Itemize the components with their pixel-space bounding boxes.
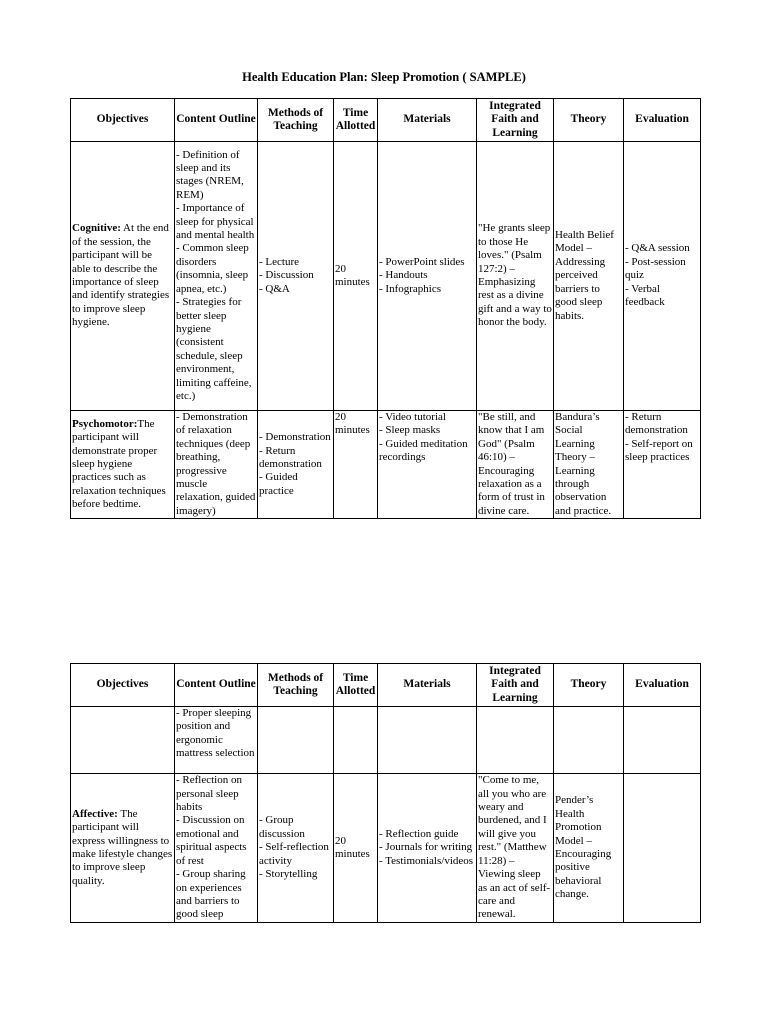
time-cell xyxy=(334,411,378,519)
time-cell xyxy=(334,707,378,774)
content-item: - Group sharing on experiences and barriers to good sleep xyxy=(176,868,246,921)
time-text: 20 minutes xyxy=(335,834,370,860)
column-header: Content Outline xyxy=(175,99,258,142)
objective-cell xyxy=(71,774,175,923)
materials-item: - Handouts xyxy=(379,269,428,282)
objective-label: Psychomotor: xyxy=(72,417,138,430)
faith-cell xyxy=(477,411,554,519)
theory-text: Pender’s Health Promotion Model – Encouraging positive behavioral change. xyxy=(555,794,612,901)
evaluation-item: - Q&A session xyxy=(625,242,690,255)
materials-item: - Journals for writing xyxy=(379,841,473,854)
methods-cell xyxy=(258,707,334,774)
time-cell xyxy=(334,774,378,923)
table-row xyxy=(71,411,701,519)
header-row xyxy=(71,99,701,142)
content-item: - Proper sleeping position and ergonomic mattress selection xyxy=(176,707,255,760)
column-header: Theory xyxy=(554,99,624,142)
time-cell xyxy=(334,142,378,411)
content-item: - Demonstration of relaxation techniques (deep breathing, progressive muscle relaxation, guided imagery) xyxy=(176,411,256,517)
materials-cell xyxy=(378,707,477,774)
column-header: Objectives xyxy=(71,99,175,142)
objective-cell xyxy=(71,411,175,519)
evaluation-item: - Verbal feedback xyxy=(625,282,665,309)
evaluation-cell xyxy=(624,411,701,519)
theory-cell xyxy=(554,411,624,519)
evaluation-item: - Self-report on sleep practices xyxy=(625,437,693,464)
theory-text: Bandura’s Social Learning Theory – Learning through observation and practice. xyxy=(555,411,612,517)
column-header: Time Allotted xyxy=(334,99,378,142)
methods-cell xyxy=(258,411,334,519)
evaluation-cell xyxy=(624,142,701,411)
faith-text: "Be still, and know that I am God" (Psalm 46:10) – Encouraging relaxation as a form of trust in divine care. xyxy=(478,411,545,517)
column-header: Methods of Teaching xyxy=(258,664,334,707)
page-title: Health Education Plan: Sleep Promotion ( SAMPLE) xyxy=(242,70,526,84)
column-header: Evaluation xyxy=(624,664,701,707)
column-header: Time Allotted xyxy=(334,664,378,707)
materials-cell xyxy=(378,142,477,411)
content-cell xyxy=(175,411,258,519)
theory-cell xyxy=(554,142,624,411)
methods-cell xyxy=(258,774,334,923)
objective-label: Cognitive: xyxy=(72,222,121,235)
evaluation-item: - Return demonstration xyxy=(625,411,688,437)
materials-item: - Infographics xyxy=(379,282,442,295)
objective-label: Affective: xyxy=(72,807,118,820)
column-header: Integrated Faith and Learning xyxy=(477,664,554,707)
content-cell xyxy=(175,774,258,923)
materials-cell xyxy=(378,774,477,923)
objective-text: The participant will express willingness to make lifestyle changes to improve sleep quality. xyxy=(72,807,173,887)
table-row xyxy=(71,774,701,923)
methods-item: - Q&A xyxy=(259,282,290,295)
faith-cell xyxy=(477,142,554,411)
faith-text: "Come to me, all you who are weary and burdened, and I will give you rest." (Matthew 11:28) – Viewing sleep as an act of self-care and renewal. xyxy=(478,774,551,921)
materials-item: - Reflection guide xyxy=(379,827,459,840)
table-row xyxy=(71,142,701,411)
faith-cell xyxy=(477,707,554,774)
materials-item: - Guided meditation recordings xyxy=(379,437,468,464)
evaluation-item: - Post-session quiz xyxy=(625,255,686,282)
faith-text: "He grants sleep to those He loves." (Psalm 127:2) – Emphasizing rest as a divine gift and a way to honor the body. xyxy=(478,222,552,329)
materials-item: - PowerPoint slides xyxy=(379,255,465,268)
content-item: - Discussion on emotional and spiritual aspects of rest xyxy=(176,814,247,867)
column-header: Integrated Faith and Learning xyxy=(477,99,554,142)
column-header: Objectives xyxy=(71,664,175,707)
column-header: Materials xyxy=(378,99,477,142)
column-header: Content Outline xyxy=(175,664,258,707)
materials-item: - Sleep masks xyxy=(379,424,441,437)
column-header: Theory xyxy=(554,664,624,707)
evaluation-cell xyxy=(624,774,701,923)
time-text: 20 minutes xyxy=(335,262,370,288)
evaluation-cell xyxy=(624,707,701,774)
content-cell xyxy=(175,707,258,774)
column-header: Materials xyxy=(378,664,477,707)
materials-cell xyxy=(378,411,477,519)
plan-table-1 xyxy=(70,98,701,519)
content-cell xyxy=(175,142,258,411)
objective-cell xyxy=(71,142,175,411)
methods-item: - Discussion xyxy=(259,269,314,282)
methods-cell xyxy=(258,142,334,411)
header-row xyxy=(71,664,701,707)
column-header: Methods of Teaching xyxy=(258,99,334,142)
content-item: - Importance of sleep for physical and mental health xyxy=(176,202,255,242)
plan-table-2 xyxy=(70,663,701,923)
methods-item: - Guided practice xyxy=(259,471,298,497)
content-item: - Reflection on personal sleep habits xyxy=(176,774,242,814)
column-header: Evaluation xyxy=(624,99,701,142)
methods-item: - Self-reflection activity xyxy=(259,841,329,867)
materials-item: - Video tutorial xyxy=(379,411,446,423)
materials-item: - Testimonials/videos xyxy=(379,854,474,867)
theory-cell xyxy=(554,707,624,774)
methods-item: - Return demonstration xyxy=(259,444,322,470)
methods-item: - Demonstration xyxy=(259,431,331,444)
methods-item: - Lecture xyxy=(259,255,299,268)
faith-cell xyxy=(477,774,554,923)
objective-cell xyxy=(71,707,175,774)
time-text: 20 minutes xyxy=(335,411,370,437)
theory-cell xyxy=(554,774,624,923)
content-item: - Common sleep disorders (insomnia, sleep apnea, etc.) xyxy=(176,242,249,295)
table-row xyxy=(71,707,701,774)
methods-item: - Group discussion xyxy=(259,814,305,840)
objective-text: At the end of the session, the participant will be able to describe the importance of sleep and identify strategies to improve sleep hygiene. xyxy=(72,222,170,329)
objective-text: The participant will demonstrate proper sleep hygiene practices such as relaxation techniques before bedtime. xyxy=(72,417,166,511)
content-item: - Definition of sleep and its stages (NREM, REM) xyxy=(176,148,244,201)
content-item: - Strategies for better sleep hygiene (consistent schedule, sleep environment, limiting caffeine, etc.) xyxy=(176,296,252,402)
theory-text: Health Belief Model – Addressing perceived barriers to good sleep habits. xyxy=(555,229,614,322)
methods-item: - Storytelling xyxy=(259,868,318,881)
